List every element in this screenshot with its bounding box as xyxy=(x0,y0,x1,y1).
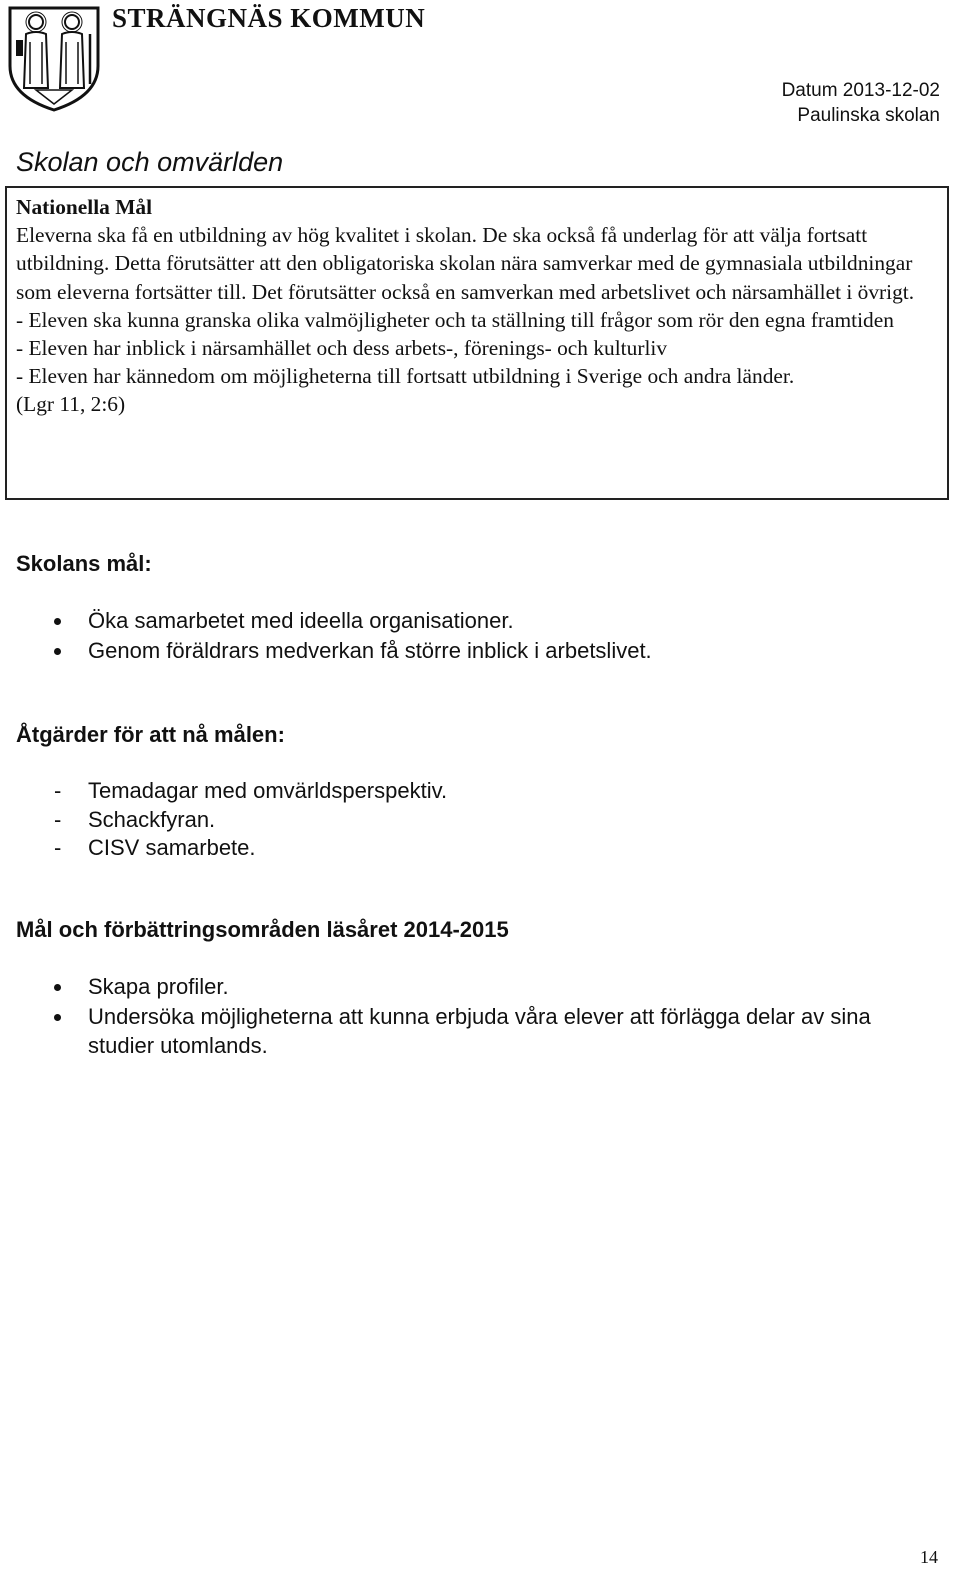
document-date: Datum 2013-12-02 xyxy=(781,80,940,101)
list-item: Skapa profiler. xyxy=(88,972,928,1002)
list-item: - Schackfyran. xyxy=(88,805,928,835)
national-goal-point: - Eleven har inblick i närsamhället och dess arbets-, förenings- och kulturliv xyxy=(16,336,668,361)
list-item: - CISV samarbete. xyxy=(88,833,928,863)
national-goals-intro: Eleverna ska få en utbildning av hög kvalitet i skolan. De ska också få underlag för att välja fortsatt utbildning. Detta förutsätter att den obligatoriska skolan nära samverkar med de gymnasiala utbildningar som eleverna fortsätter till. Det förutsätter också en samverkan med arbetslivet och närsamhället i övrigt. xyxy=(16,223,915,304)
improvement-list xyxy=(88,972,928,1061)
dash-marker: - xyxy=(54,806,62,832)
bullet-icon xyxy=(54,618,61,625)
list-item: Genom föräldrars medverkan få större inblick i arbetslivet. xyxy=(88,636,928,666)
page-number: 14 xyxy=(920,1547,938,1567)
brand-name: STRÄNGNÄS KOMMUN xyxy=(112,3,426,33)
school-goals-heading: Skolans mål: xyxy=(16,551,152,576)
municipality-crest-logo xyxy=(6,4,102,112)
improvement-heading: Mål och förbättringsområden läsåret 2014-2015 xyxy=(16,917,509,942)
national-goals-heading: Nationella Mål xyxy=(16,195,153,219)
national-goal-point: - Eleven ska kunna granska olika valmöjligheter och ta ställning till frågor som rör den egna framtiden xyxy=(16,307,894,332)
dash-marker: - xyxy=(54,778,62,803)
national-goal-point: - Eleven har kännedom om möjligheterna till fortsatt utbildning i Sverige och andra länder. xyxy=(16,364,795,389)
national-goals-box xyxy=(5,186,949,500)
curriculum-reference: (Lgr 11, 2:6) xyxy=(16,392,126,417)
list-item: - Temadagar med omvärldsperspektiv. xyxy=(88,776,928,806)
bullet-icon xyxy=(54,1014,61,1021)
school-goals-list xyxy=(88,606,928,665)
document-meta xyxy=(782,78,940,128)
list-item: Öka samarbetet med ideella organisationer. xyxy=(88,606,928,636)
bullet-icon xyxy=(54,648,61,655)
dash-marker: - xyxy=(54,835,62,860)
page-title: Skolan och omvärlden xyxy=(16,147,284,177)
list-item: Undersöka möjligheterna att kunna erbjuda våra elever att förlägga delar av sina studier utomlands. xyxy=(88,1002,928,1061)
actions-list xyxy=(54,776,928,863)
actions-heading: Åtgärder för att nå målen: xyxy=(16,722,285,747)
school-name: Paulinska skolan xyxy=(797,105,940,126)
bullet-icon xyxy=(54,984,61,991)
